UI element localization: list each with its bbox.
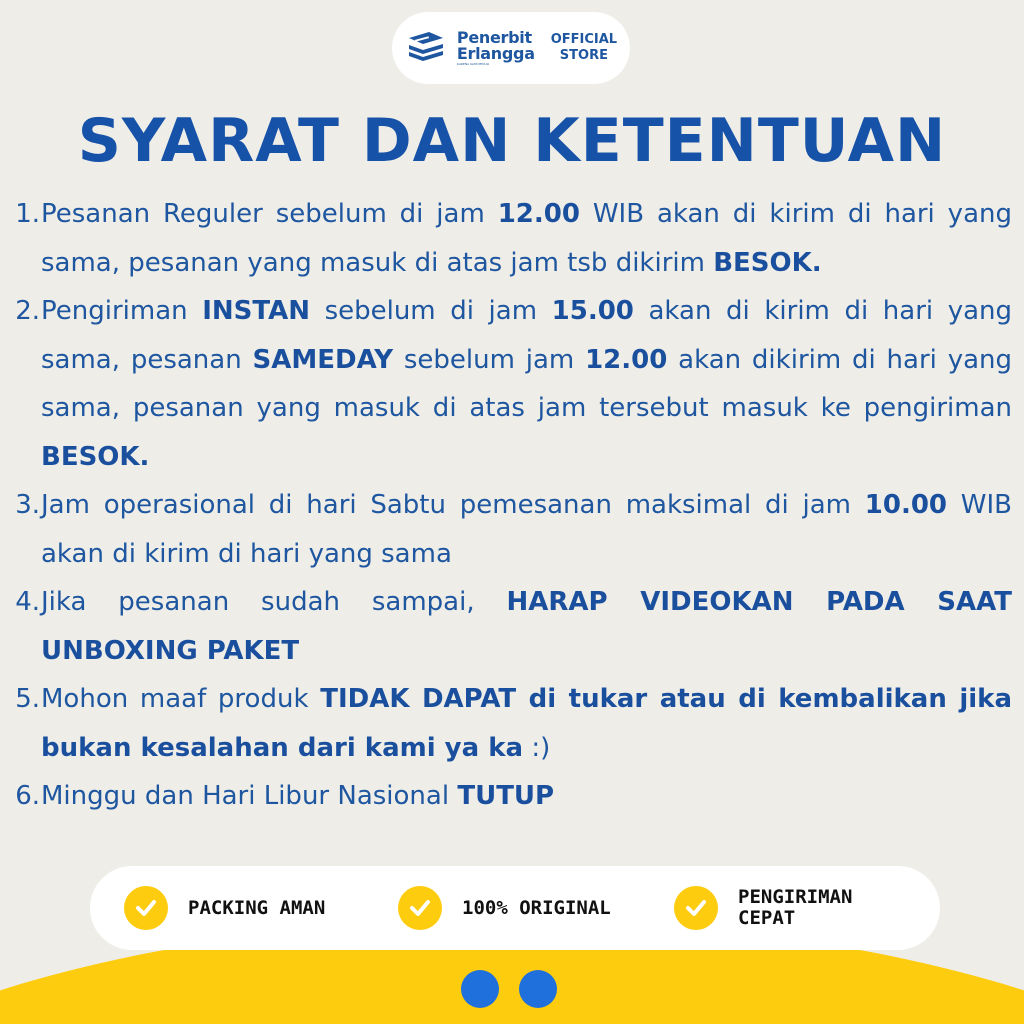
terms-item-number: 6. (15, 781, 40, 811)
terms-item (0, 675, 1024, 772)
terms-emphasis: 12.00 (585, 344, 668, 375)
terms-text: Jam operasional di hari Sabtu pemesanan maksimal di jam (41, 490, 865, 520)
store-line2: STORE (559, 48, 608, 63)
terms-emphasis: BESOK. (41, 441, 150, 472)
official-store-logo (392, 12, 630, 84)
erlangga-logo-icon (405, 28, 447, 68)
badge-label-line2: CEPAT (738, 907, 796, 929)
terms-text: akan di kirim di hari yang sama, pesanan (41, 296, 1013, 375)
badge-label: 100% ORIGINAL (462, 896, 611, 919)
store-line1: OFFICIAL (550, 31, 618, 47)
terms-text: WIB akan di kirim di hari yang sama (41, 490, 1012, 569)
pagination-dot (519, 970, 557, 1008)
brand-line1: Penerbit (456, 28, 532, 47)
terms-emphasis: HARAP VIDEOKAN PADA SAAT UNBOXING PAKET (41, 587, 1012, 666)
terms-text: WIB akan di kirim di hari yang sama, pesanan yang masuk di atas jam tsb dikirim (41, 199, 1012, 278)
official-store-label (551, 32, 617, 65)
terms-item-number: 2. (15, 296, 40, 326)
brand-tagline: KARENA KAMI PEDULI (456, 62, 490, 66)
terms-item (0, 772, 1024, 821)
terms-emphasis: BESOK. (713, 247, 822, 278)
terms-emphasis: 12.00 (497, 199, 580, 229)
page-title: SYARAT DAN KETENTUAN (77, 106, 947, 176)
terms-text: sebelum jam (393, 344, 586, 375)
terms-item-number: 5. (15, 684, 40, 714)
badge-label (738, 887, 852, 929)
terms-text: Mohon maaf produk (41, 684, 321, 714)
terms-item (0, 287, 1024, 481)
terms-emphasis: 15.00 (551, 296, 634, 326)
terms-item (0, 190, 1024, 287)
check-icon (124, 886, 168, 930)
brand-line2: Erlangga (456, 44, 535, 63)
badge-label: PACKING AMAN (188, 896, 326, 919)
terms-text: sebelum di jam (309, 296, 552, 326)
check-icon (398, 886, 442, 930)
terms-emphasis: TIDAK DAPAT di tukar atau di kembalikan jika bukan kesalahan dari kami ya ka (41, 684, 1013, 763)
terms-list (0, 190, 1024, 821)
terms-emphasis: TUTUP (457, 781, 555, 811)
badge-original (398, 886, 611, 930)
terms-item-number: 4. (15, 587, 40, 617)
terms-item-number: 1. (15, 199, 40, 229)
terms-item (0, 481, 1024, 578)
terms-text: Pengiriman (41, 296, 203, 326)
terms-text: Pesanan Reguler sebelum di jam (41, 199, 498, 229)
badge-pengiriman-cepat (674, 886, 852, 930)
pagination-dot (461, 970, 499, 1008)
check-icon (674, 886, 718, 930)
terms-text: :) (523, 732, 551, 763)
badge-packing-aman (124, 886, 325, 930)
terms-text: Minggu dan Hari Libur Nasional (41, 781, 458, 811)
badge-bar (90, 866, 940, 950)
terms-emphasis: INSTAN (202, 296, 310, 326)
badge-label-line1: PENGIRIMAN (738, 886, 853, 909)
terms-text: akan dikirim di hari yang sama, pesanan yang masuk di atas jam tersebut masuk ke pengiriman (41, 344, 1013, 423)
brand-wordmark (457, 30, 535, 66)
terms-text: Jika pesanan sudah sampai, (41, 587, 507, 617)
terms-item-number: 3. (15, 490, 40, 520)
terms-item (0, 578, 1024, 675)
terms-emphasis: 10.00 (864, 490, 948, 520)
terms-emphasis: SAMEDAY (252, 344, 394, 375)
